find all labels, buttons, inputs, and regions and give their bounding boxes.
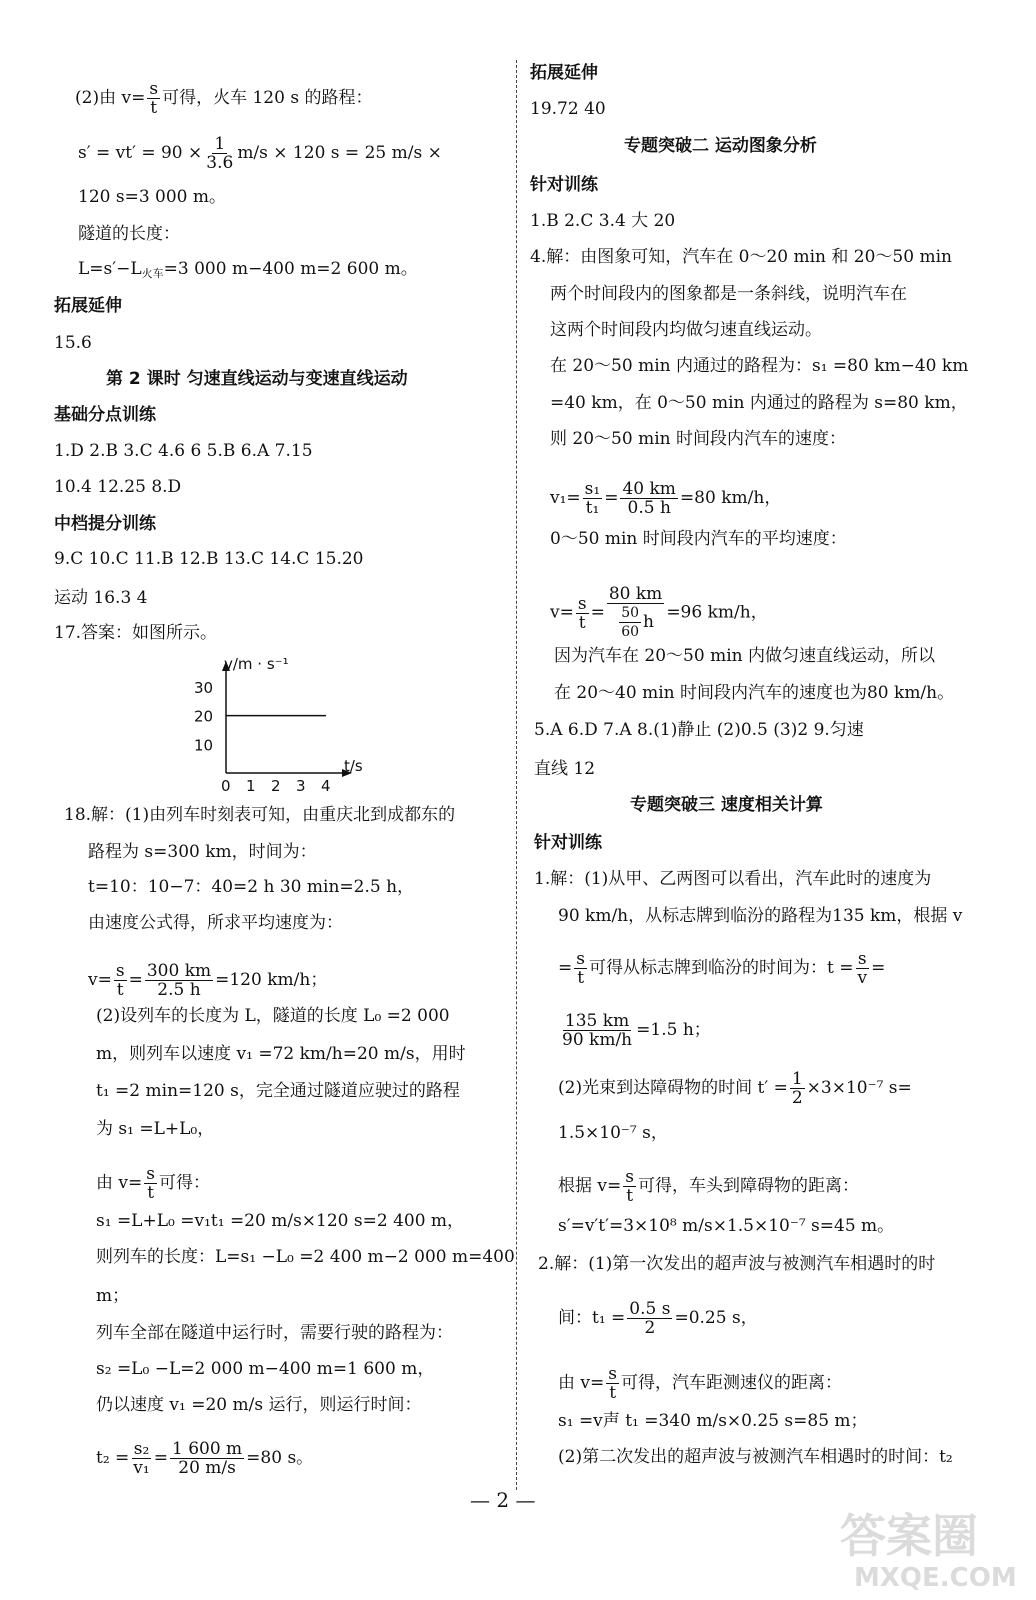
y-tick-label: 20 [194, 707, 214, 726]
section-heading: 针对训练 [534, 833, 602, 853]
line: 两个时间段内的图象都是一条斜线，说明汽车在 [550, 284, 907, 304]
line: m； [96, 1286, 130, 1306]
line: $L=s'-L_{火车}=3$ 000 m−400 m=2 600 m。 [78, 259, 418, 280]
line: 1.解：(1)从甲、乙两图可以看出，汽车此时的速度为 [534, 869, 932, 889]
line: t=10：10−7：40=2 h 30 min=2.5 h， [88, 877, 415, 897]
line: 由速度公式得，所求平均速度为： [88, 913, 343, 933]
answer-line: 15.6 [54, 333, 92, 353]
x-axis-label: t/s [344, 757, 363, 775]
answer-line: 19.72 40 [530, 99, 606, 119]
line: m，则列车以速度 v₁ =72 km/h=20 m/s，用时 [96, 1044, 466, 1064]
line: 4.解：由图象可知，汽车在 0～20 min 和 20～50 min [530, 247, 952, 267]
answer-line: 10.4 12.25 8.D [54, 477, 182, 497]
vt-chart-svg [190, 655, 370, 795]
line: 由 v= $\frac{s}{t}$ 可得： [96, 1164, 210, 1203]
line: 仍以速度 v₁ =20 m/s 运行，则运行时间： [96, 1395, 422, 1415]
x-tick-label: 4 [321, 777, 331, 795]
line: v= $\frac{s}{t}$ = 80 km $\frac{50}{60}$ h =96 km/h， [550, 584, 768, 640]
watermark-text: 答案圈 [840, 1509, 978, 1563]
line: 根据 v= $\frac{s}{t}$ 可得，车头到障碍物的距离： [558, 1167, 859, 1206]
x-tick-label: 3 [296, 777, 306, 795]
line: (2)光束到达障碍物的时间 t′ = $\frac{1}{2}$ ×3×10⁻⁷ s= [558, 1069, 912, 1108]
line: 在 20～50 min 内通过的路程为：s₁ =80 km−40 km [550, 356, 969, 376]
line: 120 s=3 000 m。 [78, 187, 227, 207]
line: 在 20～40 min 时间段内汽车的速度也为80 km/h。 [554, 683, 955, 703]
line: 为 s₁ =L+L₀， [96, 1119, 215, 1139]
x-tick-label: 0 [221, 777, 231, 795]
topic-title: 专题突破三 速度相关计算 [630, 795, 823, 815]
line: 90 km/h，从标志牌到临汾的路程为135 km，根据 v [558, 906, 963, 926]
column-divider [516, 60, 517, 1490]
line: (2)由 v= $\frac{s}{t}$ 可得，火车 120 s 的路程： [75, 79, 373, 118]
topic-title: 专题突破二 运动图象分析 [624, 136, 817, 156]
y-tick-label: 30 [194, 679, 214, 697]
line: t₂ = $\frac{\text{s₂}}{\text{v₁}}$ = $\frac{1 600 m}{20 m/s}$ =80 s。 [96, 1439, 314, 1478]
answer-line: 1.B 2.C 3.4 大 20 [530, 211, 676, 231]
watermark-url: MXQE.COM [854, 1563, 1017, 1593]
line: (2)设列车的长度为 L，隧道的长度 L₀ =2 000 [96, 1006, 450, 1026]
line: v= $\frac{s}{t}$ = $\frac{300 km}{2.5 h}$ =120 km/h； [88, 961, 328, 1000]
line: s′ = vt′ = 90 × $\frac{1}{3.6}$ m/s × 120 s = 25 m/s × [78, 134, 442, 173]
line: $\frac{135 km}{90 km/h}$ =1.5 h； [562, 1011, 711, 1050]
line: 0～50 min 时间段内汽车的平均速度： [550, 529, 847, 549]
line: 路程为 s=300 km，时间为： [88, 842, 317, 862]
x-tick-label: 1 [246, 777, 256, 795]
line: (2)第二次发出的超声波与被测汽车相遇时的时间：t₂ [558, 1447, 953, 1467]
line: v₁= $\frac{\text{s₁}}{\text{t₁}}$ = $\frac{40 km}{0.5 h}$ =80 km/h， [550, 479, 782, 518]
question-17: 17.答案：如图所示。 [54, 623, 218, 643]
line: 则 20～50 min 时间段内汽车的速度： [550, 429, 846, 449]
line: = $\frac{s}{t}$ 可得从标志牌到临汾的时间为：t = $\frac{s}{v}$ = [558, 949, 886, 988]
line: s₁ =v声 t₁ =340 m/s×0.25 s=85 m； [558, 1411, 868, 1431]
answer-line: 运动 16.3 4 [54, 588, 148, 608]
section-heading: 基础分点训练 [54, 405, 156, 425]
section-heading: 针对训练 [530, 175, 598, 195]
line: 列车全部在隧道中运行时，需要行驶的路程为： [96, 1323, 453, 1343]
lesson-title: 第 2 课时 匀速直线运动与变速直线运动 [106, 369, 408, 389]
line: s′=v′t′=3×10⁸ m/s×1.5×10⁻⁷ s=45 m。 [558, 1216, 895, 1236]
line: 因为汽车在 20～50 min 内做匀速直线运动，所以 [554, 646, 935, 666]
line: =40 km，在 0～50 min 内通过的路程为 s=80 km， [550, 393, 968, 413]
line: s₁ =L+L₀ =v₁t₁ =20 m/s×120 s=2 400 m， [96, 1211, 465, 1231]
line: 1.5×10⁻⁷ s， [558, 1123, 668, 1143]
watermark-logo [830, 1500, 1020, 1595]
page-number: — 2 — [470, 1488, 536, 1512]
x-tick-label: 2 [271, 777, 281, 795]
answer-line: 1.D 2.B 3.C 4.6 6 5.B 6.A 7.15 [54, 441, 313, 461]
line: 这两个时间段内均做匀速直线运动。 [550, 320, 822, 340]
y-axis-label: v/m · s⁻¹ [224, 655, 289, 673]
line: 隧道的长度： [78, 224, 180, 244]
y-tick-label: 10 [194, 736, 214, 755]
line: 由 v= $\frac{s}{t}$ 可得，汽车距测速仪的距离： [558, 1364, 842, 1403]
vt-chart [190, 655, 370, 795]
line: 则列车的长度：L=s₁ −L₀ =2 400 m−2 000 m=400 [96, 1247, 515, 1267]
section-heading: 拓展延伸 [530, 63, 598, 83]
line: 18.解：(1)由列车时刻表可知，由重庆北到成都东的 [64, 805, 456, 825]
section-heading: 中档提分训练 [54, 514, 156, 534]
answer-line: 9.C 10.C 11.B 12.B 13.C 14.C 15.20 [54, 549, 364, 569]
section-heading: 拓展延伸 [54, 296, 122, 316]
line: 间：t₁ = $\frac{0.5 s}{2}$ =0.25 s， [558, 1299, 758, 1338]
answer-line: 直线 12 [534, 759, 596, 779]
line: 2.解：(1)第一次发出的超声波与被测汽车相遇时的时 [538, 1254, 936, 1274]
line: t₁ =2 min=120 s，完全通过隧道应驶过的路程 [96, 1081, 460, 1101]
answer-line: 5.A 6.D 7.A 8.(1)静止 (2)0.5 (3)2 9.匀速 [534, 720, 864, 740]
line: s₂ =L₀ −L=2 000 m−400 m=1 600 m， [96, 1359, 435, 1379]
